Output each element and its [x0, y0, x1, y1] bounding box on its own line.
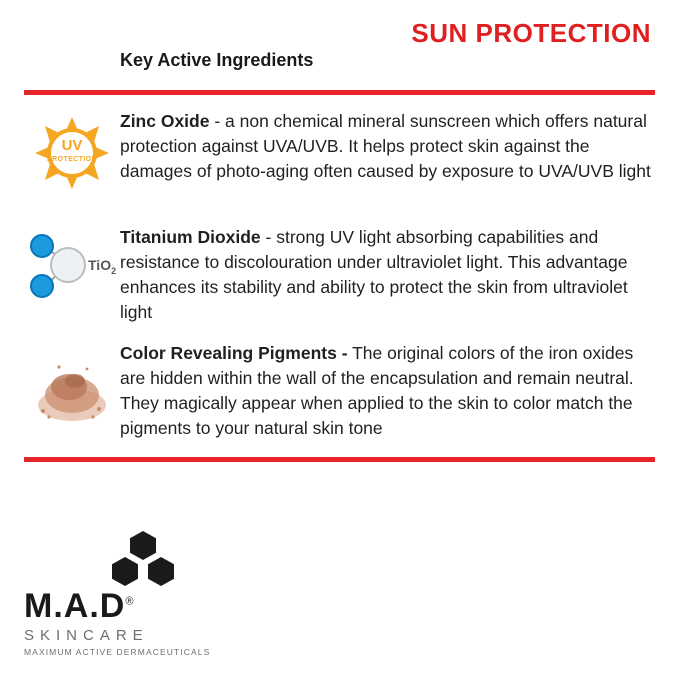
uv-protection-sun-icon	[31, 115, 113, 191]
tio2-label-primary: TiO	[88, 257, 112, 273]
uv-icon-sublabel: PROTECTION	[47, 156, 97, 163]
icon-cell	[24, 225, 120, 325]
page-title: SUN PROTECTION	[411, 18, 651, 48]
titanium-dioxide-molecule-icon	[26, 231, 118, 301]
ingredient-name: Zinc Oxide	[120, 111, 210, 131]
header	[24, 0, 655, 82]
tio2-label-subscript: 2	[111, 265, 117, 276]
hexagon-icon	[130, 531, 156, 560]
tio2-icon-label	[88, 257, 116, 276]
ingredient-description: - a non chemical mineral sunscreen which offers natural protection against UVA/UVB. It helps protect skin against the damages of photo-aging often caused by exposure to UVA/UVB light	[120, 111, 651, 181]
ingredient-description: The original colors of the iron oxides are hidden within the wall of the encapsulation and remain neutral. They magically appear when applied to the skin to color match the pigments to your natural skin tone	[120, 343, 634, 438]
brand-descriptor: MAXIMUM ACTIVE DERMACEUTICALS	[24, 647, 211, 657]
brand-name-text: M.A.D	[24, 587, 126, 625]
ingredient-description: - strong UV light absorbing capabilities and resistance to discolouration under ultraviolet light. This advantage enhances its stability and ability to protect the skin from ultraviolet light	[120, 227, 628, 322]
ingredient-text	[120, 109, 655, 184]
section-subtitle: Key Active Ingredients	[120, 50, 314, 70]
hexagon-logo-mark	[106, 531, 226, 589]
ingredient-list	[24, 95, 655, 441]
brand-tagline: SKINCARE	[24, 627, 149, 644]
ingredient-text	[120, 225, 655, 324]
list-item	[24, 109, 655, 209]
uv-icon-label: UV	[61, 137, 83, 154]
hexagon-icon	[148, 557, 174, 586]
divider-bottom	[24, 457, 655, 462]
icon-cell	[24, 109, 120, 209]
list-item	[24, 225, 655, 325]
ingredient-name: Color Revealing Pigments -	[120, 343, 348, 363]
ingredient-text	[120, 341, 655, 440]
brand-logo	[24, 531, 324, 657]
hexagon-icon	[112, 557, 138, 586]
icon-cell	[24, 341, 120, 441]
brand-name	[24, 589, 134, 623]
ingredient-name: Titanium Dioxide	[120, 227, 261, 247]
pigment-powder-icon	[29, 347, 115, 433]
registered-mark: ®	[125, 595, 135, 608]
list-item	[24, 341, 655, 441]
